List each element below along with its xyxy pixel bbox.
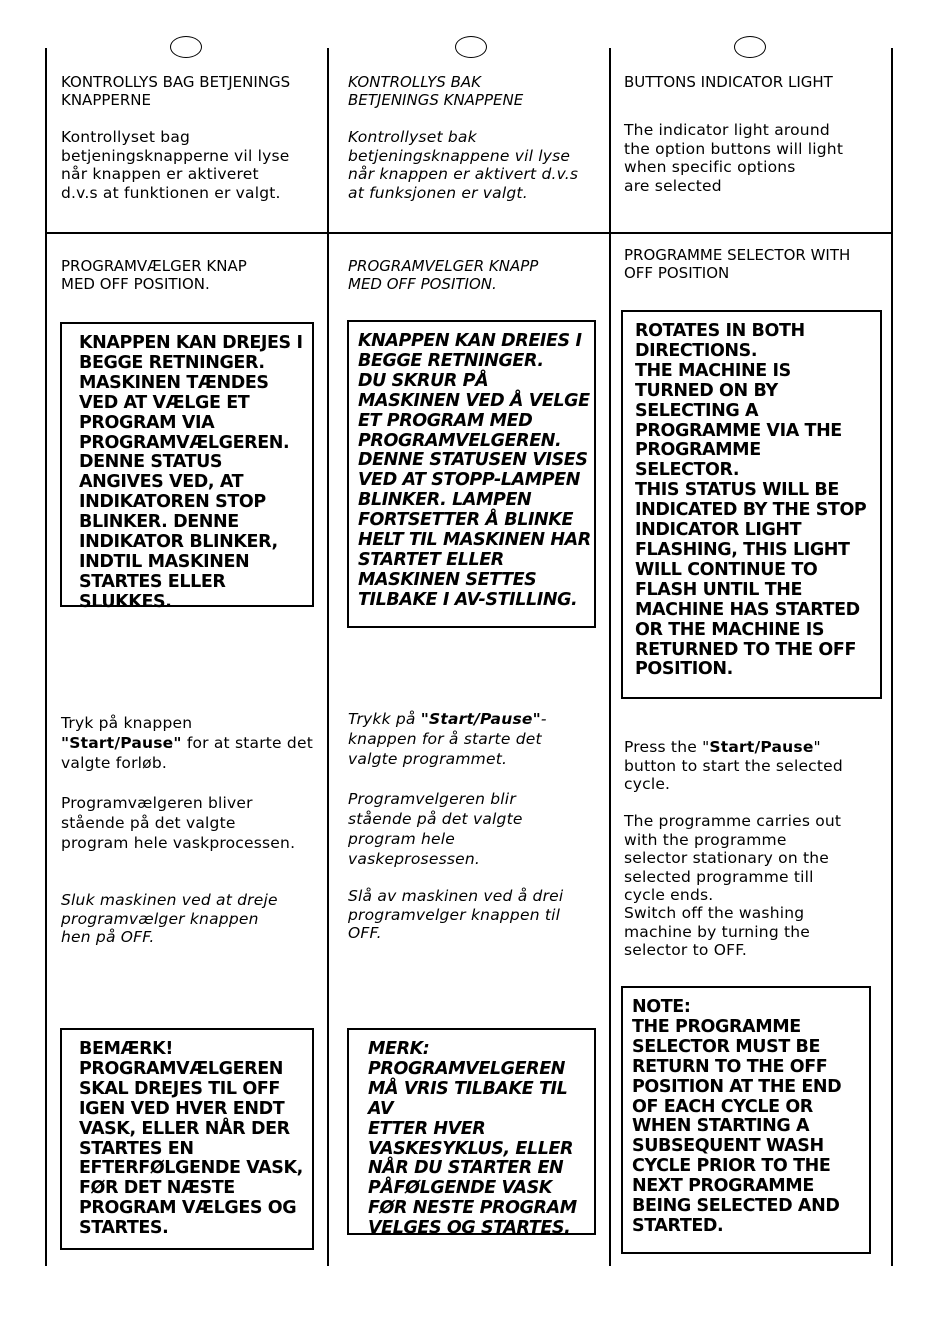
start-instruction-post: for at starte det valgte forløb. [61,734,313,772]
note-box [621,986,871,1254]
programme-selector-info-text: KNAPPEN KAN DREIES I BEGGE RETNINGER. DU SKRUR PÅ MASKINEN VED Å VELGE ET PROGRAM MED PROGRAMVELGEREN. DENNE STATUSEN VISES VED AT STOPP-LAMPEN BLINKER. LAMPEN FORTSETTER Å BLINKE HELT TIL MASKINEN HAR STARTET ELLER MASKINEN SETTES TILBAKE I AV-STILLING. [358,331,591,610]
programme-selector-info-box [621,310,882,699]
start-pause-button-label: "Start/Pause" [61,734,182,752]
start-instruction-post: - knappen for å starte det valgte programmet. [348,710,547,768]
programme-selector-heading: PROGRAMVÆLGER KNAP MED OFF POSITION. [61,257,247,293]
selector-stationary-text: Programvælgeren bliver stående på det valgte program hele vaskprocessen. [61,794,296,852]
note-box [60,1028,314,1250]
column-divider-right [891,48,893,1266]
section-divider [45,232,893,234]
programme-selector-info-text: ROTATES IN BOTH DIRECTIONS. THE MACHINE IS TURNED ON BY SELECTING A PROGRAMME VIA THE PROGRAMME SELECTOR. THIS STATUS WILL BE INDICATED BY THE STOP INDICATOR LIGHT FLASHING, THIS LIGHT WILL CONTINUE TO FLASH UNTIL THE MACHINE HAS STARTED OR THE MACHINE IS RETURNED TO THE OFF POSITION. [635,321,867,680]
indicator-light-heading: KONTROLLYS BAG BETJENINGS KNAPPERNE [61,73,291,109]
programme-selector-info-text: KNAPPEN KAN DREJES I BEGGE RETNINGER. MASKINEN TÆNDES VED AT VÆLGE ET PROGRAM VIA PROGRAMVÆLGEREN. DENNE STATUS ANGIVES VED, AT INDIKATOREN STOP BLINKER. DENNE INDIKATOR BLINKER, INDTIL MASKINEN STARTES ELLER SLUKKES. [79,333,303,612]
indicator-light-text: Kontrollyset bak betjeningsknappene vil lyse når knappen er aktivert d.v.s at funksjonen er valgt. [348,128,579,202]
indicator-light-text: Kontrollyset bag betjeningsknapperne vil lyse når knappen er aktiveret d.v.s at funktionen er valgt. [61,128,290,202]
language-marker-oval [734,36,766,58]
start-instruction-post: " button to start the selected cycle. [624,738,843,793]
indicator-light-heading: BUTTONS INDICATOR LIGHT [624,73,833,91]
note-text: BEMÆRK! PROGRAMVÆLGEREN SKAL DREJES TIL OFF IGEN VED HVER ENDT VASK, ELLER NÅR DER STARTES EN EFTERFØLGENDE VASK, FØR DET NÆSTE PROGRAM VÆLGES OG STARTES. [79,1039,303,1239]
start-instruction [348,709,547,769]
start-instruction [624,738,843,794]
column-divider-middle-1 [327,48,329,1266]
start-instruction [61,713,313,773]
start-pause-button-label: Start/Pause [709,738,814,756]
start-instruction-pre: Tryk på knappen [61,714,193,732]
programme-selector-heading: PROGRAMVELGER KNAPP MED OFF POSITION. [348,257,539,293]
switch-off-text: Switch off the washing machine by turning the selector to OFF. [624,904,811,959]
language-marker-oval [455,36,487,58]
programme-selector-info-box [347,320,596,628]
selector-stationary-text: The programme carries out with the programme selector stationary on the selected programme till cycle ends. [624,812,842,904]
column-divider-middle-2 [609,48,611,1266]
selector-stationary-text: Programvelgeren blir stående på det valgte program hele vaskeprosessen. [348,790,523,868]
note-box [347,1028,596,1239]
language-marker-oval [170,36,202,58]
switch-off-text: Sluk maskinen ved at dreje programvælger knappen hen på OFF. [61,891,278,946]
column-divider-left [45,48,47,1266]
programme-selector-heading: PROGRAMME SELECTOR WITH OFF POSITION [624,246,851,282]
programme-selector-info-box [60,322,314,612]
start-pause-button-label: "Start/Pause" [420,710,541,728]
note-text: MERK: PROGRAMVELGEREN MÅ VRIS TILBAKE TIL AV ETTER HVER VASKESYKLUS, ELLER NÅR DU STARTER EN PÅFØLGENDE VASK FØR NESTE PROGRAM VELGES OG STARTES. [368,1039,577,1239]
switch-off-text: Slå av maskinen ved å drei programvelger knappen til OFF. [348,887,564,942]
indicator-light-text: The indicator light around the option buttons will light when specific options are selected [624,121,844,195]
note-text: NOTE: THE PROGRAMME SELECTOR MUST BE RETURN TO THE OFF POSITION AT THE END OF EACH CYCLE OR WHEN STARTING A SUBSEQUENT WASH CYCLE PRIOR TO THE NEXT PROGRAMME BEING SELECTED AND STARTED. [632,997,842,1236]
indicator-light-heading: KONTROLLYS BAK BETJENINGS KNAPPENE [348,73,524,109]
start-instruction-pre: Press the " [624,738,710,756]
start-instruction-pre: Trykk på [348,710,421,728]
